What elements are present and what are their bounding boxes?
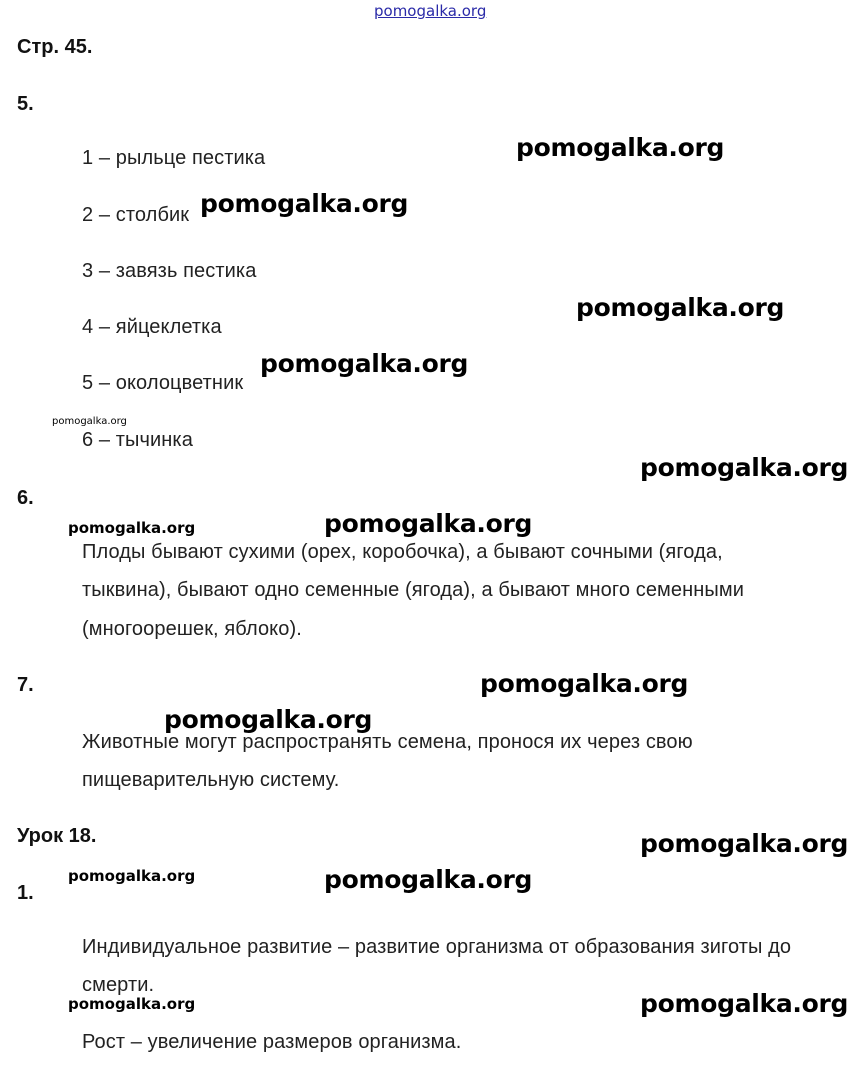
question-number-5: 5.: [17, 93, 34, 115]
watermark-label: pomogalka.org: [576, 293, 785, 322]
watermark-label: pomogalka.org: [324, 865, 533, 894]
watermark-label: pomogalka.org: [640, 989, 849, 1018]
watermark-top[interactable]: pomogalka.org: [374, 2, 487, 20]
watermark-label: pomogalka.org: [200, 189, 409, 218]
watermark-label: pomogalka.org: [68, 995, 196, 1013]
question-number-6: 6.: [17, 487, 34, 509]
watermark-label: pomogalka.org: [164, 705, 373, 734]
paragraph-line: пищеварительную систему.: [82, 769, 340, 791]
watermark-label: pomogalka.org: [480, 669, 689, 698]
watermark-label: pomogalka.org: [68, 867, 196, 885]
list-item: 6 – тычинка: [82, 429, 193, 451]
list-item: 4 – яйцеклетка: [82, 316, 222, 338]
paragraph-line: Рост – увеличение размеров организма.: [82, 1031, 462, 1053]
watermark-label: pomogalka.org: [52, 416, 127, 427]
watermark-label: pomogalka.org: [516, 133, 725, 162]
paragraph-line: Индивидуальное развитие – развитие организма от образования зиготы до: [82, 936, 792, 958]
list-item: 1 – рыльце пестика: [82, 147, 266, 169]
paragraph-line: (многоорешек, яблоко).: [82, 618, 302, 640]
paragraph-line: Плоды бывают сухими (орех, коробочка), а бывают сочными (ягода,: [82, 541, 723, 563]
list-item: 5 – околоцветник: [82, 372, 244, 394]
paragraph-line: тыквина), бывают одно семенные (ягода), а бывают много семенными: [82, 579, 745, 601]
page-heading: Стр. 45.: [17, 36, 93, 58]
watermark-label: pomogalka.org: [640, 453, 849, 482]
watermark-label: pomogalka.org: [68, 519, 196, 537]
paragraph-line: Животные могут распространять семена, пронося их через свою: [82, 731, 693, 753]
list-item: 2 – столбик: [82, 204, 190, 226]
watermark-label: pomogalka.org: [260, 349, 469, 378]
question-number-7: 7.: [17, 674, 34, 696]
paragraph-line: смерти.: [82, 974, 155, 996]
question-number-1: 1.: [17, 882, 34, 904]
watermark-label: pomogalka.org: [324, 509, 533, 538]
list-item: 3 – завязь пестика: [82, 260, 257, 282]
watermark-label: pomogalka.org: [640, 829, 849, 858]
lesson-heading: Урок 18.: [17, 825, 97, 847]
